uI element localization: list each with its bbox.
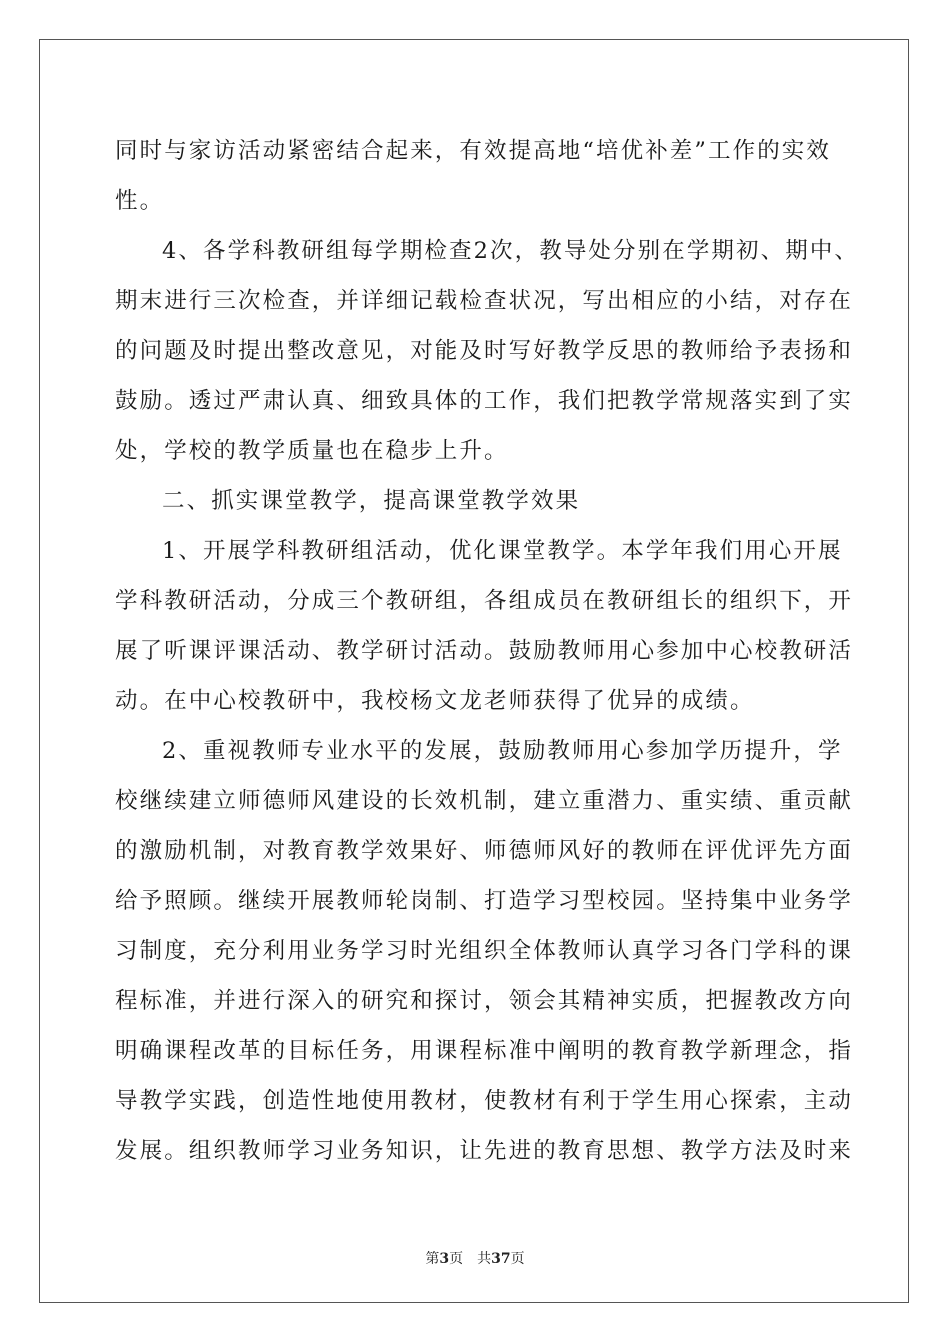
text-line: 的问题及时提出整改意见，对能及时写好教学反思的教师给予表扬和 xyxy=(115,338,854,364)
text-line: 发展。组织教师学习业务知识，让先进的教育思想、教学方法及时来 xyxy=(115,1138,854,1164)
page-footer xyxy=(0,1248,950,1268)
text-line: 性。 xyxy=(115,188,165,214)
paragraph-start-line: 4、各学科教研组每学期检查2次，教导处分别在学期初、期中、 xyxy=(162,238,860,264)
section-heading: 二、抓实课堂教学，提高课堂教学效果 xyxy=(162,488,581,514)
text-line: 期末进行三次检查，并详细记载检查状况，写出相应的小结，对存在 xyxy=(115,288,854,314)
text-line: 动。在中心校教研中，我校杨文龙老师获得了优异的成绩。 xyxy=(115,688,755,714)
paragraph-start-line: 1、开展学科教研组活动，优化课堂教学。本学年我们用心开展 xyxy=(162,538,843,564)
total-suffix: 页 xyxy=(510,1251,525,1267)
text-line: 同时与家访活动紧密结合起来，有效提高地“培优补差”工作的实效 xyxy=(115,138,832,164)
text-line: 处，学校的教学质量也在稳步上升。 xyxy=(115,438,509,464)
text-line: 学科教研活动，分成三个教研组，各组成员在教研组长的组织下，开 xyxy=(115,588,854,614)
page-number: 3 xyxy=(439,1251,450,1267)
text-line: 明确课程改革的目标任务，用课程标准中阐明的教育教学新理念，指 xyxy=(115,1038,854,1064)
text-line: 给予照顾。继续开展教师轮岗制、打造学习型校园。坚持集中业务学 xyxy=(115,888,854,914)
text-line: 展了听课评课活动、教学研讨活动。鼓励教师用心参加中心校教研活 xyxy=(115,638,854,664)
text-line: 习制度，充分利用业务学习时光组织全体教师认真学习各门学科的课 xyxy=(115,938,854,964)
text-line: 导教学实践，创造性地使用教材，使教材有利于学生用心探索，主动 xyxy=(115,1088,854,1114)
page-prefix: 第 xyxy=(425,1251,440,1267)
text-line: 的激励机制，对教育教学效果好、师德师风好的教师在评优评先方面 xyxy=(115,838,854,864)
page-suffix: 页 xyxy=(449,1251,464,1267)
text-line: 鼓励。透过严肃认真、细致具体的工作，我们把教学常规落实到了实 xyxy=(115,388,854,414)
text-line: 校继续建立师德师风建设的长效机制，建立重潜力、重实绩、重贡献 xyxy=(115,788,854,814)
total-prefix: 共 xyxy=(477,1251,492,1267)
total-pages: 37 xyxy=(491,1251,511,1267)
text-line: 程标准，并进行深入的研究和探讨，领会其精神实质，把握教改方向 xyxy=(115,988,854,1014)
paragraph-start-line: 2、重视教师专业水平的发展，鼓励教师用心参加学历提升，学 xyxy=(162,738,843,764)
